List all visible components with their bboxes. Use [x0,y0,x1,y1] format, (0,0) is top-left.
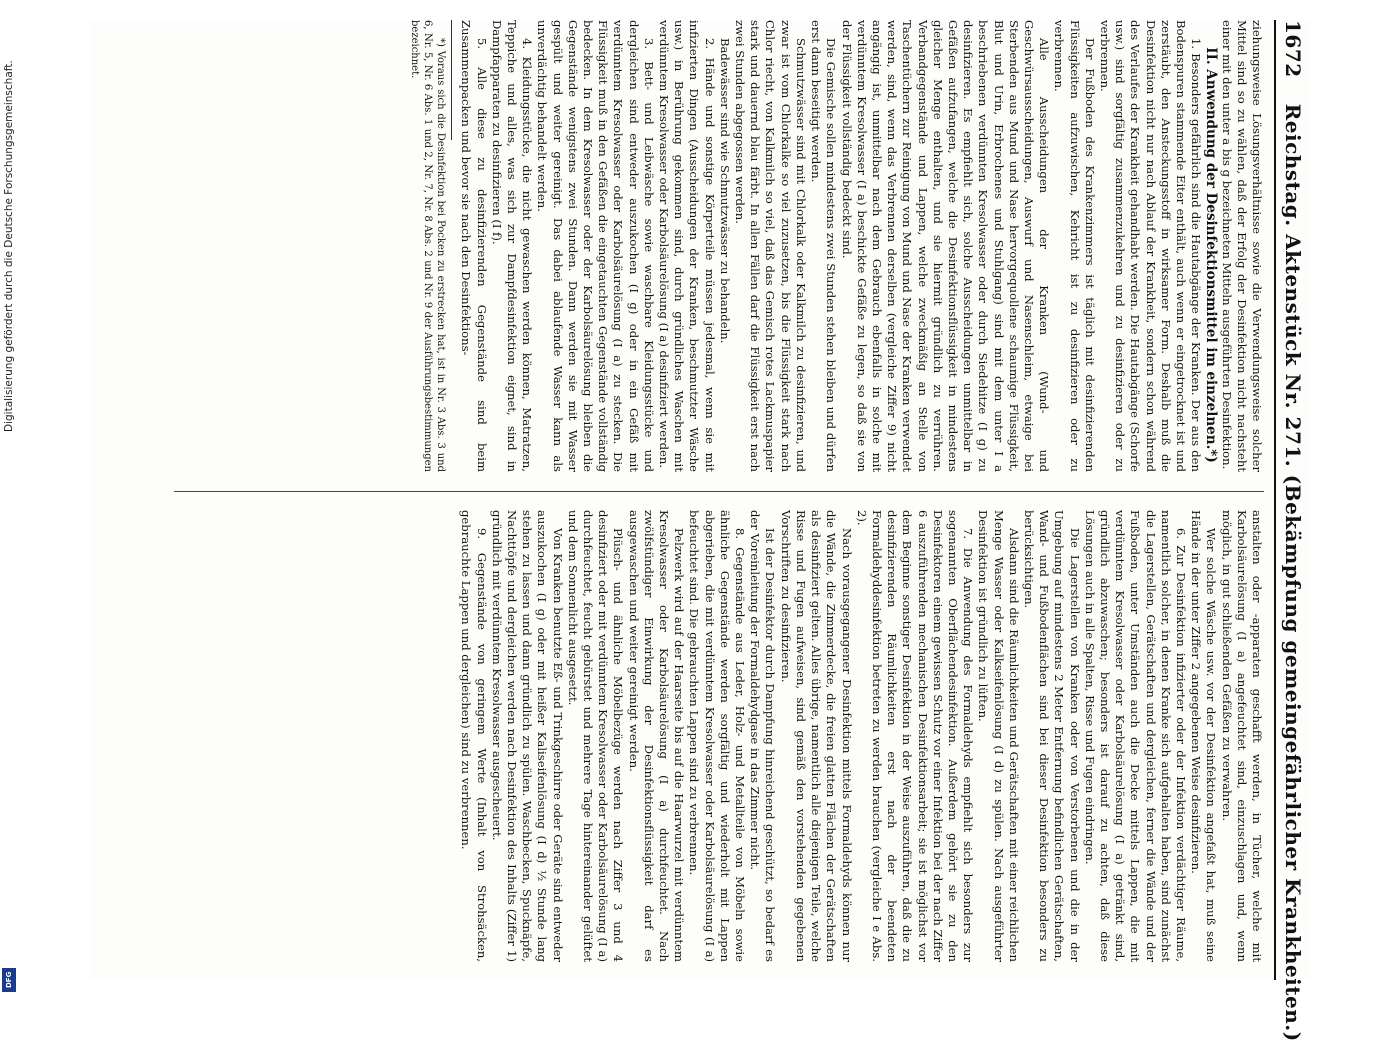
paragraph: Pelzwerk wird auf der Haarseite bis auf die Haarwurzel mit verdünntem Kresolwasser oder Karbolsäurelösung (I a) durchfeuchtet. Nach zwölfstündiger Einwirkung der Desinfektionsflüssigkeit darf es ausgewaschen und weiter gereinigt werden. [626,510,687,962]
paragraph: 4. Kleidungsstücke, die nicht gewaschen werden können, Matratzen, Teppiche und alles, was sich zur Dampfdesinfektion eignet, sind in Dampfapparaten zu desinfizieren (I f). [489,20,535,472]
paragraph: Badewässer sind wie Schmutzwässer zu behandeln. [717,38,732,344]
footnote: *) Voraus sich die Desinfektion bei Pocken zu erstrecken hat, ist in Nr. 3 Abs. 3 und 6, Nr. 5, Nr. 6 Abs. 1 und 2, Nr. 7, Nr. 8 Abs. 2 und Nr. 9 der Ausführungsbestimmungen bezeichnet. [409,20,447,472]
paragraph: 9. Gegenstände von geringem Werte (Inhalt von Strohsäcken, gebrauchte Lappen und dergleichen) sind zu verbrennen. [459,510,489,962]
paragraph: Alsdann sind die Räumlichkeiten und Gerätschaften mit einer reichlichen Menge Wasser oder Kalkseifenlösung (I d) zu spülen. Nach ausgeführter Desinfektion ist gründlich zu lüften. [976,510,1021,962]
paragraph: 1. Besonders gefährlich sind die Hautabgänge der Kranken. Der aus den Bodenspuren stammende Eiter enthält, auch wenn er eingetrocknet ist und zerstäubt, den Ansteckungsstoff in wirksamer Form. Deshalb muß die Desinfektion nicht nur nach Ablauf der Krankheit, sondern schon während des Verlaufes der Krankheit gehandhabt werden. Die Hautabgänge (Schorfe usw.) sind sorgfältig zusammenzukehren und zu desinfizieren oder zu verbrennen. [1097,20,1204,472]
paragraph: anstalten oder -apparaten geschafft werden, in Tücher, welche mit Karbolsäurelösung (I a) angefeuchtet sind, einzuschlagen und, wenn möglich, in gut schließenden Gefäßen zu verwahren. [1219,510,1264,962]
paragraph: Schmutzwässer sind mit Chlorkalk oder Kalkmilch zu desinfizieren, und zwar ist vom Chlorkalke so viel zuzusetzen, bis die Flüssigkeit stark nach Chlor riecht, von Kalkmilch so viel, daß das Gemisch rotes Lackmuspapier stark und dauernd blau färbt. In allen Fällen darf die Flüssigkeit erst nach zwei Stunden abgegossen werden. [733,20,808,472]
paragraph: Die Lagerstellen von Kranken oder von Verstorbenen und die in der Umgebung auf mindestens 2 Meter Entfernung befindlichen Gerätschaften, Wand- und Fußbodenflächen sind bei dieser Desinfektion besonders zu berücksichtigen. [1021,510,1082,962]
paragraph: Plüsch- und ähnliche Möbelbezüge werden nach Ziffer 3 und 4 desinfiziert oder mit verdünntem Kresolwasser oder Karbolsäurelösung (I a) durchfeuchtet, feucht gebürstet und mehrere Tage hintereinander gelüftet und dem Sonnenlicht ausgesetzt. [565,510,626,962]
paragraph: Ist der Desinfektor durch Dampfung hinreichend geschützt, so bedarf es der Voreinleitung der Formaldehydgase in das Zimmer nicht. [748,510,778,962]
footnote-rule [451,20,452,140]
right-column [459,510,1264,962]
paragraph: Nach vorausgegangener Desinfektion mittels Formaldehyds können nur die Wände, die Zimmerdecke, die freien glatten Flächen der Gerätschaften als desinfiziert gelten. Alles übrige, namentlich alle diejenigen Teile, welche Risse und Fugen aufweisen, sind gemäß den vorstehenden gegebenen Vorschriften zu desinfizieren. [778,510,854,962]
paragraph: 7. Die Anwendung des Formaldehyds empfiehlt sich besonders zur sogenannten Oberflächendesinfektion. Außerdem gehört sie zu den Desinfektoren einem gewissen Schutz vor einer Infektion bei der nach Ziffer 6 auszuführenden mechanischen Desinfektionsarbeit; sie ist möglichst vor dem Beginne sonstiger Desinfektion in der Weise auszuführen, daß die zu desinfizierenden Räumlichkeiten erst nach der beendeten Formaldehyddesinfektion betreten zu werden brauchen (vergleiche I e Abs. 2). [854,510,976,962]
left-column [174,20,1264,472]
paragraph: Von Kranken benutzte Eß- und Trinkgeschirre oder Geräte sind entweder auszukochen (I g) oder mit heißer Kaliseifenlösung (I d) ½ Stunde lang stehen zu lassen und dann gründlich zu spülen. Waschbecken, Spucknäpfe, Nachttöpfe und dergleichen werden nach Desinfektion des Inhalts (Ziffer 1) gründlich mit verdünntem Kresolwasser ausgescheuert. [489,510,565,962]
paragraph: 2. Hände und sonstige Körperteile müssen jedesmal, wenn sie mit infizierten Dingen (Ausscheidungen der Kranken, beschmutzter Wäsche usw.) in Berührung gekommen sind, durch gründliches Waschen mit verdünntem Kresolwasser oder Karbolsäurelösung (I a) desinfiziert werden. [657,20,717,472]
page-header [1274,20,1310,1042]
paragraph: Die Gemische sollen mindestens zwei Stunden stehen bleiben und dürfen erst dann beseitigt werden. [809,20,839,472]
paragraph: 8. Gegenstände aus Leder, Holz- und Metallteile von Möbeln sowie ähnliche Gegenstände werden sorgfältig und wiederholt mit Lappen abgerieben, die mit verdünntem Kresolwasser oder Karbolsäurelösung (I a) befeuchtet sind. Die gebrauchten Lappen sind zu verbrennen. [687,510,748,962]
paragraph: 3. Bett- und Leibwäsche sowie waschbare Kleidungsstücke und dergleichen sind entweder auszukochen (I g) oder in ein Gefäß mit verdünntem Kresolwasser oder Karbolsäurelösung (I a) zu stecken. Die Flüssigkeit muß in den Gefäßen die eingetauchten Gegenstände vollständig bedecken. In dem Kresolwasser oder der Karbolsäurelösung bleiben die Gegenstände wenigstens zwei Stunden. Dann werden sie mit Wasser gespült und weiter gereinigt. Das dabei ablaufende Wasser kann als unverdächtig behandelt werden. [535,20,656,472]
document-page [90,20,1310,1042]
paragraph: Der Fußboden des Krankenzimmers ist täglich mit desinfizierenden Flüssigkeiten aufzuwischen, Kehricht ist zu desinfizieren oder zu verbrennen. [1052,20,1097,472]
dfg-logo: DFG [2,968,16,992]
paragraph: 5. Alle diese zu desinfizierenden Gegenstände sind beim Zusammenpacken und bevor sie nach den Desinfektions- [459,20,489,472]
paragraph: Alle Ausscheidungen der Kranken (Wund- und Geschwürsausscheidungen, Auswurf und Nasenschleim, etwaige bei Sterbenden aus Mund und Nase hervorgequollene schaumige Flüssigkeit, Blut und Urin, Erbrochenes und Stuhlgang) sind mit dem unter I a beschriebenen verdünnten Kresolwasser oder durch Siedehitze (I g) zu desinfizieren. Es empfiehlt sich, solche Ausscheidungen unmittelbar in Gefäßen aufzufangen, welche die Desinfektionsflüssigkeit in mindestens gleicher Menge enthalten, und sie hiermit gründlich zu verrühren. Verbandgegenstände und Lappen, welche zweckmäßig an Stelle von Taschentüchern zur Reinigung von Mund und Nase der Kranken verwendet werden, sind, wenn das Verbrennen derselben (vergleiche Ziffer 9) nicht angängig ist, unmittelbar nach dem Gebrauch ebenfalls in solche mit verdünntem Kresolwasser (I a) beschickte Gefäße zu legen, so daß sie von der Flüssigkeit vollständig bedeckt sind. [839,20,1052,472]
digitization-credit: Digitalisierung gefördert durch die Deutsche Forschungsgemeinschaft. [3,60,15,432]
running-title: Reichstag. Aktenstück Nr. 271. (Bekämpfung gemeingefährlicher Krankheiten.) [1281,103,1305,1042]
section-heading: II. Anwendung der Desinfektionsmittel im einzelnen.*) [1203,47,1220,463]
page-number: 1672 [1281,20,1305,78]
paragraph: Wer solche Wäsche usw. vor der Desinfektion angefaßt hat, muß seine Hände in der unter Ziffer 2 angegebenen Weise desinfizieren. [1189,510,1219,962]
paragraph: 6. Zur Desinfektion infizierter oder der Infektion verdächtiger Räume, namentlich solcher, in denen Kranke sich aufgehalten haben, sind zunächst die Lagerstellen, Gerätschaften und dergleichen, ferner die Wände und der Fußboden, unter Umständen auch die Decke mittels Lappen, die mit verdünntem Kresolwasser oder Karbolsäurelösung (I a) getränkt sind, gründlich abzuwaschen; besonders ist darauf zu achten, daß diese Lösungen auch in alle Spalten, Risse und Fugen eindringen. [1082,510,1188,962]
paragraph: ziehungsweise Lösungsverhältnisse sowie die Verwendungsweise solcher Mittel sind so zu wählen, daß der Erfolg der Desinfektion nicht nachsteht einer mit den unter a bis g bezeichneten Mitteln ausgeführten Desinfektion. [1219,20,1264,472]
column-divider [174,491,1264,492]
